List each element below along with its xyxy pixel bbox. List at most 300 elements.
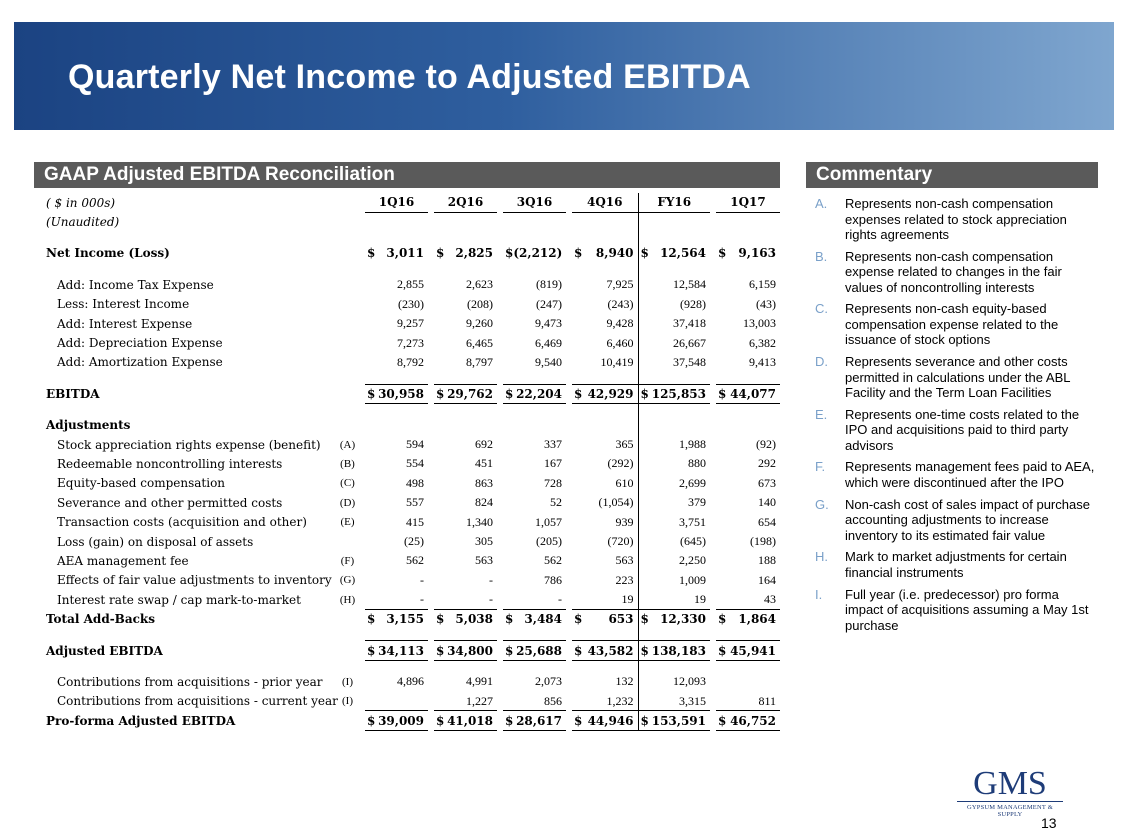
note-ref: (D) (339, 496, 356, 509)
title-banner (14, 22, 1114, 130)
commentary-item (815, 301, 1100, 348)
table-row (46, 474, 780, 493)
value-cell: 2,855 (362, 275, 431, 294)
value: 153,591 (651, 713, 706, 728)
value: 42,929 (587, 386, 634, 401)
value-cell (500, 641, 569, 660)
dollar-sign: $ (640, 246, 649, 261)
commentary-list (815, 196, 1100, 639)
value: 41,018 (447, 713, 493, 728)
dollar-sign: $ (718, 612, 727, 627)
row-label: Contributions from acquisitions - current year (57, 694, 338, 709)
note-ref (336, 244, 362, 263)
note-ref: (I) (342, 675, 353, 688)
dollar-sign: $ (367, 643, 376, 658)
value: 34,113 (378, 643, 424, 658)
value: 45,941 (730, 643, 776, 658)
commentary-text: Represents non-cash compensation expenses related to stock appreciation rights agreements (845, 196, 1067, 242)
value-cell (431, 244, 500, 263)
value-cell: 9,413 (713, 353, 780, 372)
dollar-sign: $ (640, 713, 649, 728)
value: 5,038 (455, 612, 493, 627)
value-cell (638, 711, 713, 730)
row-label: Loss (gain) on disposal of assets (57, 534, 254, 549)
spacer-cell (362, 232, 431, 244)
commentary-text: Represents management fees paid to AEA, which were discontinued after the IPO (845, 459, 1095, 490)
reconciliation-header: GAAP Adjusted EBITDA Reconciliation (34, 162, 780, 188)
commentary-text: Mark to market adjustments for certain financial instruments (845, 549, 1067, 580)
value-cell (431, 609, 500, 628)
value-cell: 9,260 (431, 314, 500, 333)
dollar-sign: $ (640, 612, 649, 627)
row-label: Redeemable noncontrolling interests (57, 456, 283, 471)
note-ref (336, 532, 362, 551)
value-cell: 6,159 (713, 275, 780, 294)
value-cell: 654 (713, 512, 780, 531)
blank (569, 416, 638, 435)
spacer-cell (569, 660, 638, 672)
value: 1,864 (738, 612, 776, 627)
value: 46,752 (730, 713, 776, 728)
table-row (46, 454, 780, 473)
value-cell (362, 711, 431, 730)
column-header: 1Q17 (713, 193, 780, 212)
value-cell: 562 (362, 551, 431, 570)
value-cell: - (362, 571, 431, 590)
note-ref (336, 609, 362, 628)
value-cell (362, 244, 431, 263)
dollar-sign: $ (367, 246, 376, 261)
spacer-cell (500, 263, 569, 275)
value-cell: 52 (500, 493, 569, 512)
value-cell: - (431, 590, 500, 609)
value-cell: 594 (362, 435, 431, 454)
value-cell (362, 641, 431, 660)
unaudited-label: (Unaudited) (46, 215, 120, 230)
row-label: Transaction costs (acquisition and other) (57, 515, 307, 530)
table-row (46, 435, 780, 454)
commentary-letter: F. (815, 459, 826, 475)
dollar-sign: $ (367, 386, 376, 401)
commentary-letter: C. (815, 301, 828, 317)
spacer-row (46, 372, 780, 384)
value-cell: 167 (500, 454, 569, 473)
value-cell: 451 (431, 454, 500, 473)
dollar-sign: $ (505, 386, 514, 401)
table-row (46, 641, 780, 660)
commentary-item (815, 459, 1100, 490)
row-label: Equity-based compensation (57, 476, 226, 491)
row-label: Less: Interest Income (57, 297, 190, 312)
value-cell: 498 (362, 474, 431, 493)
logo-text: GMS (973, 765, 1047, 802)
value-cell: 1,227 (431, 692, 500, 711)
page-number: 13 (1041, 815, 1057, 831)
blank (569, 212, 638, 231)
dollar-sign: $ (640, 643, 649, 658)
value-cell: 223 (569, 571, 638, 590)
value-cell: (1,054) (569, 493, 638, 512)
value-cell: (243) (569, 295, 638, 314)
commentary-item (815, 249, 1100, 296)
spacer-cell (431, 372, 500, 384)
commentary-text: Represents one-time costs related to the IPO and acquisitions paid to third party advisors (845, 406, 1080, 453)
commentary-item (815, 407, 1100, 454)
value: 3,011 (386, 246, 424, 261)
spacer-cell (638, 232, 713, 244)
commentary-letter: H. (815, 549, 828, 565)
value: 39,009 (378, 713, 424, 728)
value: 8,940 (595, 246, 634, 261)
value-cell: 2,250 (638, 551, 713, 570)
adjustments-label: Adjustments (46, 418, 131, 433)
row-label: AEA management fee (57, 553, 189, 568)
value-cell: 557 (362, 493, 431, 512)
blank (713, 212, 780, 231)
dollar-sign: $ (367, 612, 376, 627)
value: 30,958 (378, 386, 424, 401)
dollar-sign: $ (436, 643, 445, 658)
commentary-text: Represents severance and other costs permitted in calculations under the ABL Facility and the Term Loan Facilities (845, 354, 1070, 401)
dollar-sign: $ (574, 713, 583, 728)
spacer-cell (431, 263, 500, 275)
spacer-cell (500, 372, 569, 384)
value-cell: 1,988 (638, 435, 713, 454)
value: 44,077 (730, 386, 776, 401)
value: 2,825 (455, 246, 493, 261)
value-cell: 26,667 (638, 333, 713, 352)
unaudited-row (46, 212, 780, 231)
dollar-sign: $ (505, 612, 514, 627)
spacer-cell (362, 660, 431, 672)
spacer-cell (336, 629, 362, 641)
note-ref (336, 314, 362, 333)
blank (336, 212, 362, 231)
value-cell: 132 (569, 672, 638, 691)
commentary-text: Represents non-cash compensation expense related to changes in the fair values of noncontrolling interests (845, 248, 1062, 295)
dollar-sign: $ (718, 713, 727, 728)
note-ref (336, 641, 362, 660)
commentary-text: Non-cash cost of sales impact of purchase accounting adjustments to increase inventory to its estimated fair value (845, 496, 1090, 543)
spacer-cell (569, 263, 638, 275)
spacer-cell (46, 629, 336, 641)
value-cell: - (362, 590, 431, 609)
note-ref: (G) (339, 574, 356, 587)
spacer-cell (46, 263, 336, 275)
table-row (46, 711, 780, 730)
value-cell: 2,699 (638, 474, 713, 493)
spacer-cell (569, 232, 638, 244)
value-cell: (292) (569, 454, 638, 473)
value-cell: 9,540 (500, 353, 569, 372)
value-cell: (819) (500, 275, 569, 294)
value-cell: 562 (500, 551, 569, 570)
value-cell (569, 384, 638, 403)
value-cell: 811 (713, 692, 780, 711)
value-cell: 140 (713, 493, 780, 512)
value-cell: 9,428 (569, 314, 638, 333)
value-cell: (230) (362, 295, 431, 314)
table-row (46, 333, 780, 352)
value-cell: 2,623 (431, 275, 500, 294)
table-row (46, 590, 780, 609)
column-header: 2Q16 (431, 193, 500, 212)
spacer-cell (336, 660, 362, 672)
value-cell: - (431, 571, 500, 590)
value: 29,762 (447, 386, 493, 401)
note-ref: (B) (340, 457, 355, 470)
value-cell: 164 (713, 571, 780, 590)
value-cell: 365 (569, 435, 638, 454)
note-ref (336, 333, 362, 352)
dollar-sign: $ (505, 713, 514, 728)
note-ref: (C) (340, 477, 355, 490)
value-cell: 337 (500, 435, 569, 454)
value-cell: 880 (638, 454, 713, 473)
spacer-row (46, 660, 780, 672)
value: 125,853 (651, 386, 706, 401)
value-cell (362, 384, 431, 403)
table-row (46, 551, 780, 570)
units-label: ( $ in 000s) (46, 195, 116, 210)
column-header: 3Q16 (500, 193, 569, 212)
row-label: EBITDA (46, 386, 100, 401)
spacer-cell (569, 404, 638, 416)
commentary-letter: A. (815, 196, 828, 211)
blank (638, 212, 713, 231)
value: 44,946 (587, 713, 634, 728)
commentary-letter: G. (815, 496, 829, 512)
spacer-cell (569, 629, 638, 641)
spacer-cell (362, 372, 431, 384)
gms-logo (955, 765, 1065, 818)
commentary-letter: B. (815, 248, 828, 264)
value-cell: 610 (569, 474, 638, 493)
dollar-sign: $ (367, 713, 376, 728)
value-cell (638, 609, 713, 628)
row-label: Add: Income Tax Expense (57, 277, 214, 292)
value-cell (713, 244, 780, 263)
spacer-cell (431, 660, 500, 672)
table-row (46, 692, 780, 711)
row-label: Add: Amortization Expense (57, 355, 223, 370)
dollar-sign: $ (436, 246, 445, 261)
value-cell (500, 384, 569, 403)
row-label: Effects of fair value adjustments to inventory (57, 573, 332, 588)
note-ref (336, 353, 362, 372)
reconciliation-table (46, 193, 780, 731)
commentary-item (815, 354, 1100, 401)
row-label: Add: Depreciation Expense (57, 336, 223, 351)
value-cell: 10,419 (569, 353, 638, 372)
value-cell: 6,469 (500, 333, 569, 352)
value: 9,163 (738, 246, 776, 261)
value-cell: 4,896 (362, 672, 431, 691)
value-cell: 13,003 (713, 314, 780, 333)
row-label: Contributions from acquisitions - prior year (57, 674, 323, 689)
spacer-cell (46, 232, 336, 244)
value-cell (569, 641, 638, 660)
commentary-letter: E. (815, 406, 828, 422)
spacer-cell (336, 372, 362, 384)
value-cell: 728 (500, 474, 569, 493)
commentary-letter: D. (815, 354, 828, 370)
blank (431, 416, 500, 435)
value-cell (362, 609, 431, 628)
value-cell (569, 244, 638, 263)
spacer-row (46, 232, 780, 244)
logo-subtitle: GYPSUM MANAGEMENT & SUPPLY (966, 804, 1054, 818)
spacer-cell (713, 404, 780, 416)
spacer-cell (362, 404, 431, 416)
value-cell: 856 (500, 692, 569, 711)
value-cell: 1,009 (638, 571, 713, 590)
value-cell (713, 384, 780, 403)
row-label: Adjusted EBITDA (46, 643, 163, 658)
value: 22,204 (516, 386, 562, 401)
value: 25,688 (516, 643, 562, 658)
spacer-cell (713, 629, 780, 641)
commentary-item (815, 196, 1100, 243)
value-cell: (720) (569, 532, 638, 551)
value: 3,155 (386, 612, 424, 627)
dollar-sign: $ (718, 386, 727, 401)
dollar-sign: $ (574, 612, 583, 627)
value-cell: 824 (431, 493, 500, 512)
value-cell: 9,473 (500, 314, 569, 333)
table-row (46, 532, 780, 551)
value-cell (638, 384, 713, 403)
value-cell: 37,548 (638, 353, 713, 372)
value-cell (500, 711, 569, 730)
spacer-cell (431, 629, 500, 641)
value-cell: (205) (500, 532, 569, 551)
blank (500, 212, 569, 231)
note-ref: (H) (339, 593, 356, 606)
spacer-cell (500, 404, 569, 416)
table-row (46, 295, 780, 314)
value-cell: 12,093 (638, 672, 713, 691)
spacer-cell (431, 232, 500, 244)
column-header: FY16 (638, 193, 713, 212)
commentary-item (815, 587, 1100, 634)
value: 3,484 (524, 612, 562, 627)
value-cell: (247) (500, 295, 569, 314)
note-ref: (E) (340, 516, 355, 529)
value-cell: 4,991 (431, 672, 500, 691)
blank (336, 193, 362, 212)
value-cell: 1,232 (569, 692, 638, 711)
spacer-cell (500, 629, 569, 641)
table-row (46, 609, 780, 628)
dollar-sign: $ (436, 713, 445, 728)
spacer-cell (638, 629, 713, 641)
spacer-cell (46, 660, 336, 672)
blank (362, 416, 431, 435)
value-cell: 563 (431, 551, 500, 570)
spacer-cell (46, 404, 336, 416)
value-cell (431, 384, 500, 403)
value-cell: (208) (431, 295, 500, 314)
value-cell: 6,460 (569, 333, 638, 352)
value-cell (713, 711, 780, 730)
row-label: Stock appreciation rights expense (benefit) (57, 437, 321, 452)
spacer-cell (713, 660, 780, 672)
spacer-cell (46, 372, 336, 384)
commentary-text: Full year (i.e. predecessor) pro forma impact of acquisitions assuming a May 1st purchase (845, 586, 1089, 633)
value-cell: 7,273 (362, 333, 431, 352)
dollar-sign: $ (640, 386, 649, 401)
value-cell: 2,073 (500, 672, 569, 691)
value-cell (713, 672, 780, 691)
table-row (46, 314, 780, 333)
value-cell: 563 (569, 551, 638, 570)
spacer-cell (336, 404, 362, 416)
spacer-cell (638, 263, 713, 275)
table-row (46, 244, 780, 263)
value-cell: 939 (569, 512, 638, 531)
value: 28,617 (516, 713, 562, 728)
spacer-cell (713, 372, 780, 384)
value-cell (500, 609, 569, 628)
dollar-sign: $ (574, 386, 583, 401)
spacer-cell (500, 232, 569, 244)
value-cell: 19 (569, 590, 638, 609)
note-ref: (F) (340, 554, 355, 567)
spacer-row (46, 629, 780, 641)
value-cell (638, 244, 713, 263)
column-header: 1Q16 (362, 193, 431, 212)
note-ref (336, 384, 362, 403)
value-cell: (43) (713, 295, 780, 314)
spacer-cell (362, 629, 431, 641)
value-cell: (645) (638, 532, 713, 551)
row-label: Severance and other permitted costs (57, 495, 283, 510)
value: 653 (608, 612, 634, 627)
value-cell: 9,257 (362, 314, 431, 333)
blank (431, 212, 500, 231)
value-cell: 1,340 (431, 512, 500, 531)
value-cell (431, 711, 500, 730)
row-label: Total Add-Backs (46, 612, 155, 627)
value: 12,564 (660, 246, 706, 261)
value-cell: 1,057 (500, 512, 569, 531)
value: 43,582 (587, 643, 634, 658)
value-cell: 3,315 (638, 692, 713, 711)
blank (362, 212, 431, 231)
commentary-header: Commentary (806, 162, 1098, 188)
dollar-sign: $ (718, 246, 727, 261)
value-cell (713, 609, 780, 628)
value-cell: 3,751 (638, 512, 713, 531)
note-ref: (I) (342, 695, 353, 708)
page-title: Quarterly Net Income to Adjusted EBITDA (68, 58, 751, 96)
value-cell: 305 (431, 532, 500, 551)
value-cell: 7,925 (569, 275, 638, 294)
value-cell: (25) (362, 532, 431, 551)
commentary-item (815, 497, 1100, 544)
value-cell: 12,584 (638, 275, 713, 294)
blank (713, 416, 780, 435)
table-row (46, 353, 780, 372)
note-ref: (A) (339, 438, 356, 451)
value-cell: 554 (362, 454, 431, 473)
value-cell (638, 641, 713, 660)
dollar-sign: $ (574, 246, 583, 261)
spacer-cell (336, 232, 362, 244)
table-row (46, 672, 780, 691)
blank (638, 416, 713, 435)
